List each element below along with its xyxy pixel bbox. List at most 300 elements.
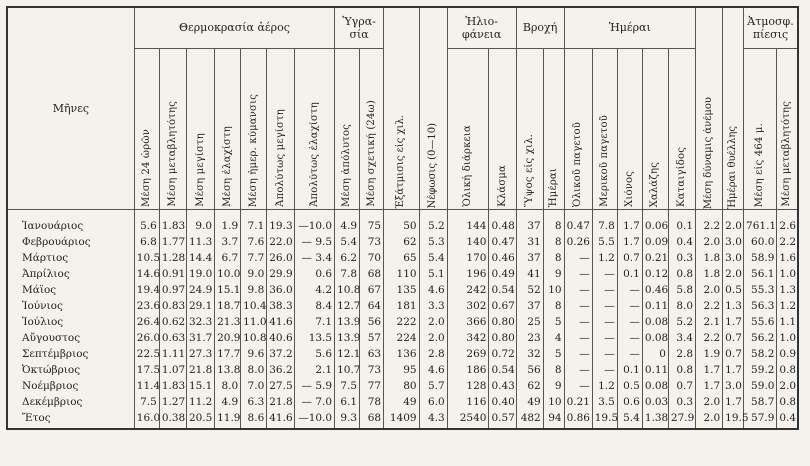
value-cell: 110 (384, 266, 419, 282)
group-temperature: Θερμοκρασία ἀέρος (134, 7, 334, 49)
value-cell: 5.4 (335, 234, 360, 250)
value-cell: 41.6 (267, 410, 295, 429)
value-cell: 1.0 (777, 330, 798, 346)
value-cell: 0.63 (159, 330, 186, 346)
group-humidity: Ὑγρα-σία (335, 7, 384, 49)
value-cell: 8.4 (295, 298, 335, 314)
value-cell: 80 (384, 378, 419, 394)
table-row (7, 234, 798, 250)
col-t-max: Μέση μεγίστη (186, 49, 214, 210)
value-cell: 2.6 (777, 210, 798, 235)
col-d-full-frost: Ὁλικοῦ παγετοῦ (564, 49, 592, 210)
value-cell: 41 (516, 266, 543, 282)
value-cell: 5.3 (419, 234, 447, 250)
value-cell: — (564, 378, 592, 394)
value-cell: 242 (447, 282, 489, 298)
value-cell: 0.11 (642, 298, 668, 314)
value-cell: 181 (384, 298, 419, 314)
col-t-min: Μέση ἐλαχίστη (215, 49, 241, 210)
value-cell: 366 (447, 314, 489, 330)
value-cell: 19.4 (134, 282, 159, 298)
value-cell: 21.8 (267, 394, 295, 410)
value-cell: 0.86 (564, 410, 592, 429)
value-cell: — 5.9 (295, 378, 335, 394)
col-t-mean24: Μέση 24 ὡρῶν (134, 49, 159, 210)
value-cell: 2.2 (696, 330, 723, 346)
value-cell: 24.9 (186, 282, 214, 298)
table-row (7, 314, 798, 330)
value-cell: — (592, 346, 617, 362)
table-row (7, 330, 798, 346)
col-d-storm: Καταιγίδος (668, 49, 695, 210)
col-s-frac: Κλάσμα (489, 49, 516, 210)
value-cell: 0.54 (489, 282, 516, 298)
value-cell: 0.3 (668, 394, 695, 410)
value-cell: — (564, 282, 592, 298)
value-cell: 4.9 (215, 394, 241, 410)
value-cell: 20.9 (215, 330, 241, 346)
value-cell: 0.40 (489, 394, 516, 410)
value-cell: 482 (516, 410, 543, 429)
value-cell: 6.1 (335, 394, 360, 410)
value-cell: 56.3 (744, 298, 777, 314)
month-cell: Μάϊος (7, 282, 134, 298)
value-cell: 10.4 (241, 298, 267, 314)
value-cell: 19.5 (723, 410, 744, 429)
col-h-abs: Μέση ἀπόλυτος (335, 49, 360, 210)
value-cell: 73 (360, 234, 384, 250)
value-cell: 2.0 (723, 210, 744, 235)
value-cell: 8.6 (241, 410, 267, 429)
group-sunshine: Ἡλιο-φάνεια (447, 7, 516, 49)
value-cell: 2.1 (696, 314, 723, 330)
value-cell: 17.5 (134, 362, 159, 378)
value-cell: 0.06 (642, 210, 668, 235)
value-cell: 9 (543, 378, 564, 394)
value-cell: 25 (516, 314, 543, 330)
value-cell: 4.2 (295, 282, 335, 298)
value-cell: 222 (384, 314, 419, 330)
value-cell: 67 (360, 282, 384, 298)
value-cell: 9.0 (186, 210, 214, 235)
value-cell: 4.9 (335, 210, 360, 235)
value-cell: 56.1 (744, 266, 777, 282)
value-cell: 4.6 (419, 362, 447, 378)
value-cell: 0.7 (723, 346, 744, 362)
value-cell: 2.2 (696, 210, 723, 235)
value-cell: 0.6 (617, 394, 642, 410)
value-cell: 14.6 (134, 266, 159, 282)
value-cell: 1.1 (777, 314, 798, 330)
value-cell: 0.43 (489, 378, 516, 394)
value-cell: 23 (516, 330, 543, 346)
value-cell: 136 (384, 346, 419, 362)
value-cell: — (592, 362, 617, 378)
value-cell: 26.4 (134, 314, 159, 330)
value-cell: 0.09 (642, 234, 668, 250)
value-cell: 1.7 (723, 362, 744, 378)
value-cell: — (564, 330, 592, 346)
value-cell: 7.6 (241, 234, 267, 250)
value-cell: 0.8 (668, 362, 695, 378)
value-cell: 0.11 (642, 362, 668, 378)
value-cell: 8.0 (668, 298, 695, 314)
value-cell: 6.8 (134, 234, 159, 250)
value-cell: 4 (543, 330, 564, 346)
months-label: Μῆνες (52, 102, 90, 115)
value-cell: 0 (642, 346, 668, 362)
value-cell: 10 (543, 394, 564, 410)
value-cell: 21.8 (186, 362, 214, 378)
value-cell: 77 (360, 378, 384, 394)
value-cell: 13.8 (215, 362, 241, 378)
value-cell: — (592, 282, 617, 298)
value-cell: 0.91 (159, 266, 186, 282)
value-cell: 58.9 (744, 250, 777, 266)
value-cell: —10.0 (295, 410, 335, 429)
value-cell: 1.83 (159, 378, 186, 394)
value-cell: 6.3 (241, 394, 267, 410)
value-cell: 1.7 (696, 362, 723, 378)
value-cell: 8 (543, 234, 564, 250)
value-cell: 49 (384, 394, 419, 410)
value-cell: 5.2 (668, 314, 695, 330)
value-cell: 0.3 (668, 250, 695, 266)
value-cell: 11.0 (241, 314, 267, 330)
value-cell: 8.0 (241, 362, 267, 378)
value-cell: 2.0 (419, 314, 447, 330)
value-cell: — (617, 298, 642, 314)
value-cell: 59.0 (744, 378, 777, 394)
value-cell: 1.7 (723, 314, 744, 330)
value-cell: 0.47 (564, 210, 592, 235)
value-cell: 0.62 (159, 314, 186, 330)
value-cell: 2.0 (696, 394, 723, 410)
value-cell: 10 (543, 282, 564, 298)
value-cell: 22.5 (134, 346, 159, 362)
value-cell: 6.7 (215, 250, 241, 266)
value-cell: 5.1 (419, 266, 447, 282)
value-cell: 41.6 (267, 314, 295, 330)
value-cell: 65 (384, 250, 419, 266)
value-cell: 9.6 (241, 346, 267, 362)
value-cell: 761.1 (744, 210, 777, 235)
value-cell: 23.6 (134, 298, 159, 314)
value-cell: 4.6 (419, 282, 447, 298)
value-cell: 5 (543, 314, 564, 330)
value-cell: 0.1 (617, 362, 642, 378)
value-cell: 0.67 (489, 298, 516, 314)
value-cell: 2.2 (696, 298, 723, 314)
value-cell: 2.8 (668, 346, 695, 362)
value-cell: 36.2 (267, 362, 295, 378)
month-cell: Δεκέμβριος (7, 394, 134, 410)
value-cell: 0.1 (617, 266, 642, 282)
value-cell: 26.0 (267, 250, 295, 266)
value-cell: 19.3 (267, 210, 295, 235)
value-cell: 19.0 (186, 266, 214, 282)
value-cell: 0.08 (642, 378, 668, 394)
value-cell: 22.0 (267, 234, 295, 250)
value-cell: 12.1 (335, 346, 360, 362)
value-cell: 13.5 (295, 330, 335, 346)
value-cell: 0.38 (159, 410, 186, 429)
value-cell: 135 (384, 282, 419, 298)
col-r-days: Ἡμέραι (543, 49, 564, 210)
value-cell: 0.6 (295, 266, 335, 282)
value-cell: 10.5 (134, 250, 159, 266)
value-cell: 3.7 (215, 234, 241, 250)
value-cell: 13.9 (335, 314, 360, 330)
col-d-snow: Χιόνος (617, 49, 642, 210)
table-row (7, 394, 798, 410)
table-body (7, 210, 798, 430)
value-cell: 7.1 (241, 210, 267, 235)
value-cell: 1.7 (617, 210, 642, 235)
value-cell: 1.2 (777, 298, 798, 314)
value-cell: 68 (360, 410, 384, 429)
value-cell: 32 (516, 346, 543, 362)
value-cell: 31.7 (186, 330, 214, 346)
value-cell: 1.2 (592, 250, 617, 266)
value-cell: 14.4 (186, 250, 214, 266)
value-cell: 1.7 (617, 234, 642, 250)
value-cell: — (617, 330, 642, 346)
col-s-total: Ὁλική διάρκεια (447, 49, 489, 210)
value-cell: 224 (384, 330, 419, 346)
table-row (7, 346, 798, 362)
col-d-hail: Χαλάζης (642, 49, 668, 210)
col-p-mean: Μέση εἰς 464 μ. (744, 49, 777, 210)
value-cell: 68 (360, 266, 384, 282)
value-cell: — (617, 314, 642, 330)
value-cell: 32.3 (186, 314, 214, 330)
value-cell: 58.7 (744, 394, 777, 410)
value-cell: — (564, 362, 592, 378)
value-cell: 3.0 (723, 250, 744, 266)
value-cell: 11.9 (215, 410, 241, 429)
value-cell: 37 (516, 298, 543, 314)
col-cloudiness: Νέφωσις (0—10) (419, 7, 447, 210)
value-cell: 2540 (447, 410, 489, 429)
value-cell: 37 (516, 250, 543, 266)
value-cell: 0.8 (777, 362, 798, 378)
month-cell: Ἰούνιος (7, 298, 134, 314)
value-cell: 1.0 (777, 266, 798, 282)
col-wind: Μέση δύναμις ἀνέμου (696, 7, 723, 210)
value-cell: 0.46 (489, 250, 516, 266)
month-cell: Ἀπρίλιος (7, 266, 134, 282)
value-cell: — (564, 314, 592, 330)
value-cell: 29.9 (267, 266, 295, 282)
table-row (7, 250, 798, 266)
value-cell: 11.2 (186, 394, 214, 410)
value-cell: 0.4 (777, 410, 798, 429)
table-row (7, 362, 798, 378)
value-cell: 1.9 (215, 210, 241, 235)
value-cell: 1.77 (159, 234, 186, 250)
value-cell: 8 (543, 210, 564, 235)
value-cell: — 7.0 (295, 394, 335, 410)
value-cell: 3.3 (419, 298, 447, 314)
value-cell: — (592, 314, 617, 330)
value-cell: 0.49 (489, 266, 516, 282)
value-cell: 7.5 (134, 394, 159, 410)
value-cell: 0.97 (159, 282, 186, 298)
month-cell: Ἰούλιος (7, 314, 134, 330)
value-cell: 40.6 (267, 330, 295, 346)
value-cell: — (564, 298, 592, 314)
value-cell: 75 (360, 210, 384, 235)
value-cell: 10.7 (335, 362, 360, 378)
value-cell: 1.7 (723, 394, 744, 410)
value-cell: 1.11 (159, 346, 186, 362)
value-cell: 55.6 (744, 314, 777, 330)
value-cell: 29.1 (186, 298, 214, 314)
col-evaporation: Ἐξάτμισις εἰς χιλ. (384, 7, 419, 210)
value-cell: 17.7 (215, 346, 241, 362)
value-cell: 56 (516, 362, 543, 378)
value-cell: — (617, 346, 642, 362)
months-header (7, 7, 134, 210)
value-cell: 10.8 (335, 282, 360, 298)
value-cell: 2.0 (696, 282, 723, 298)
value-cell: 196 (447, 266, 489, 282)
value-cell: — (564, 266, 592, 282)
value-cell: 2.2 (777, 234, 798, 250)
value-cell: 0.08 (642, 330, 668, 346)
table-row (7, 298, 798, 314)
value-cell: 1.9 (696, 346, 723, 362)
value-cell: 1.2 (592, 378, 617, 394)
value-cell: 5.4 (419, 250, 447, 266)
value-cell: 140 (447, 234, 489, 250)
value-cell: 2.0 (696, 410, 723, 429)
value-cell: — (592, 330, 617, 346)
value-cell: 0.80 (489, 330, 516, 346)
value-cell: 9.0 (241, 266, 267, 282)
value-cell: 2.0 (777, 378, 798, 394)
value-cell: — (564, 250, 592, 266)
table-row (7, 378, 798, 394)
value-cell: 1.38 (642, 410, 668, 429)
value-cell: 0.46 (642, 282, 668, 298)
value-cell: 269 (447, 346, 489, 362)
value-cell: 0.1 (668, 210, 695, 235)
value-cell: 31 (516, 234, 543, 250)
value-cell: 3.0 (723, 378, 744, 394)
value-cell: 55.3 (744, 282, 777, 298)
month-cell: Μάρτιος (7, 250, 134, 266)
value-cell: 15.1 (215, 282, 241, 298)
value-cell: 0.12 (642, 266, 668, 282)
value-cell: 58.2 (744, 346, 777, 362)
value-cell: 0.54 (489, 362, 516, 378)
value-cell: 5.4 (617, 410, 642, 429)
value-cell: 1.27 (159, 394, 186, 410)
value-cell: 9.8 (241, 282, 267, 298)
table-row (7, 410, 798, 429)
value-cell: 60.0 (744, 234, 777, 250)
value-cell: 18.7 (215, 298, 241, 314)
value-cell: 7.7 (241, 250, 267, 266)
value-cell: 2.0 (696, 234, 723, 250)
col-d-part-frost: Μερικοῦ παγετοῦ (592, 49, 617, 210)
value-cell: 1.28 (159, 250, 186, 266)
value-cell: 0.9 (777, 346, 798, 362)
value-cell: 5.8 (668, 282, 695, 298)
table-row (7, 210, 798, 235)
value-cell: 0.83 (159, 298, 186, 314)
value-cell: 7.8 (335, 266, 360, 282)
value-cell: 50 (384, 210, 419, 235)
value-cell: 170 (447, 250, 489, 266)
value-cell: — (564, 346, 592, 362)
value-cell: 7.5 (335, 378, 360, 394)
value-cell: 0.26 (564, 234, 592, 250)
value-cell: 0.47 (489, 234, 516, 250)
value-cell: 57.9 (744, 410, 777, 429)
value-cell: 70 (360, 250, 384, 266)
value-cell: 36.0 (267, 282, 295, 298)
value-cell: 0.5 (723, 282, 744, 298)
value-cell: 7.8 (592, 210, 617, 235)
value-cell: 5.6 (134, 210, 159, 235)
value-cell: 0.8 (668, 266, 695, 282)
group-days: Ἡμέραι (564, 7, 695, 49)
value-cell: 37.2 (267, 346, 295, 362)
group-pressure: Ἀτμοσφ. πίεσις (744, 7, 798, 49)
value-cell: 12.7 (335, 298, 360, 314)
value-cell: 56.2 (744, 330, 777, 346)
month-cell: Φεβρουάριος (7, 234, 134, 250)
value-cell: 19.5 (592, 410, 617, 429)
value-cell: 62 (384, 234, 419, 250)
col-r-height: Ὕψος εἰς χιλ. (516, 49, 543, 210)
value-cell: — 9.5 (295, 234, 335, 250)
value-cell: 1.6 (777, 250, 798, 266)
value-cell: 27.5 (267, 378, 295, 394)
value-cell: 63 (360, 346, 384, 362)
value-cell: 0.72 (489, 346, 516, 362)
value-cell: 144 (447, 210, 489, 235)
col-p-var: Μέση μεταβλητότης (777, 49, 798, 210)
value-cell: 21.3 (215, 314, 241, 330)
value-cell: 2.0 (723, 266, 744, 282)
value-cell: 6.2 (335, 250, 360, 266)
value-cell: 1409 (384, 410, 419, 429)
col-t-var: Μέση μεταβλητότης (159, 49, 186, 210)
value-cell: 186 (447, 362, 489, 378)
value-cell: 3.0 (723, 234, 744, 250)
value-cell: 38.3 (267, 298, 295, 314)
value-cell: 78 (360, 394, 384, 410)
col-h-rel: Μέση σχετική (24ω) (360, 49, 384, 210)
value-cell: 95 (384, 362, 419, 378)
value-cell: 128 (447, 378, 489, 394)
month-cell: Ὀκτώβριος (7, 362, 134, 378)
value-cell: 0.57 (489, 410, 516, 429)
value-cell: — (592, 266, 617, 282)
value-cell: 8.0 (215, 378, 241, 394)
value-cell: 4.3 (419, 410, 447, 429)
col-t-absmin: Ἀπολύτως ἐλαχίστη (295, 49, 335, 210)
value-cell: 1.07 (159, 362, 186, 378)
value-cell: 5.6 (295, 346, 335, 362)
value-cell: 1.7 (696, 378, 723, 394)
table-row (7, 282, 798, 298)
month-cell: Ἔτος (7, 410, 134, 429)
